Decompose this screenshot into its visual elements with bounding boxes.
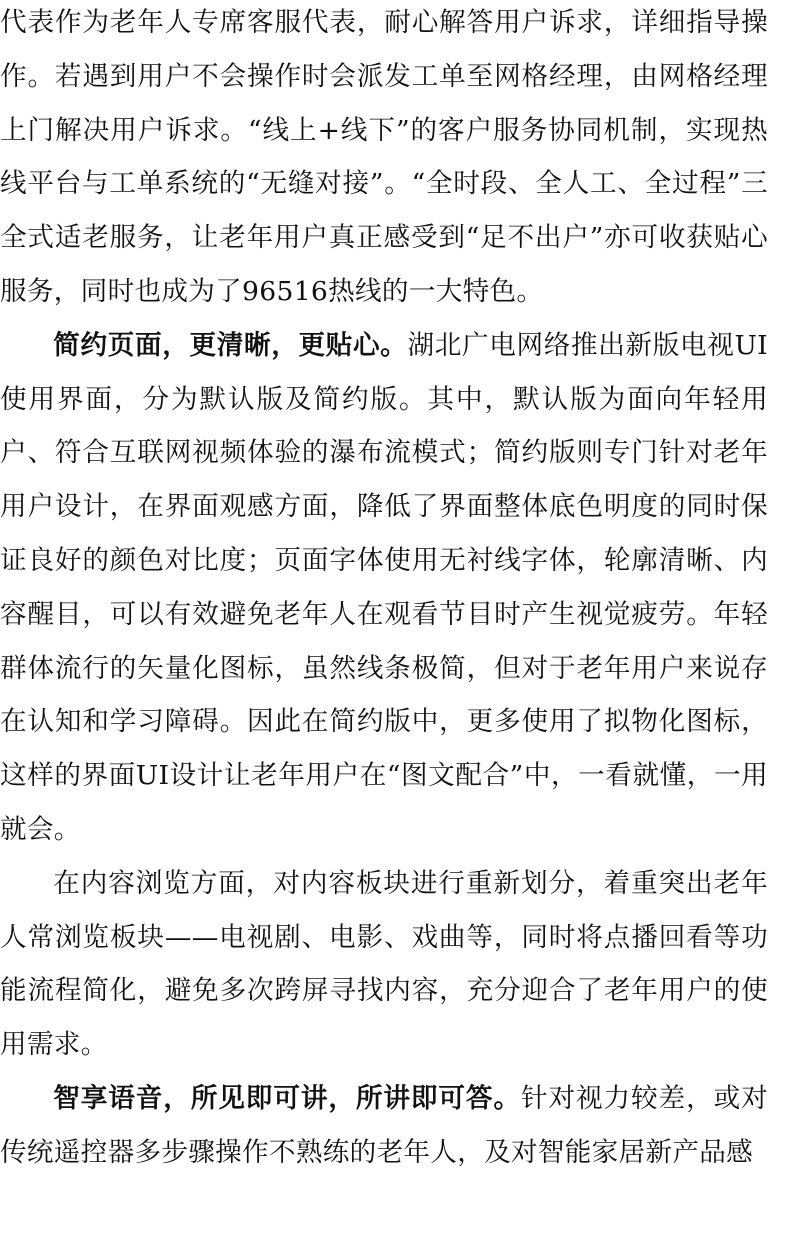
paragraph-lead-heading: 简约页面，更清晰，更贴心。 [53,329,408,361]
paragraph-service-hotline [0,0,768,319]
paragraph-lead-heading: 智享语音，所见即可讲，所讲即可答。 [53,1082,521,1114]
paragraph-text: 针对视力较差，或对传统遥控器多步骤操作不熟练的老年人，及对智能家居新产品感 [0,1082,768,1168]
paragraph-simple-interface [0,319,768,857]
paragraph-text: 在内容浏览方面，对内容板块进行重新划分，着重突出老年人常浏览板块——电视剧、电影、戏曲等，同时将点播回看等功能流程简化，避免多次跨屏寻找内容，充分迎合了老年用户的使用需求。 [0,867,768,1061]
paragraph-voice-assistant [0,1072,768,1180]
paragraph-text: 湖北广电网络推出新版电视UI使用界面，分为默认版及简约版。其中，默认版为面向年轻用户、符合互联网视频体验的瀑布流模式；简约版则专门针对老年用户设计，在界面观感方面，降低了界面整体底色明度的同时保证良好的颜色对比度；页面字体使用无衬线字体，轮廓清晰、内容醒目，可以有效避免老年人在观看节目时产生视觉疲劳。年轻群体流行的矢量化图标，虽然线条极简，但对于老年用户来说存在认知和学习障碍。因此在简约版中，更多使用了拟物化图标，这样的界面UI设计让老年用户在“图文配合”中，一看就懂，一用就会。 [0,329,768,845]
paragraph-content-browsing [0,857,768,1072]
paragraph-text: 代表作为老年人专席客服代表，耐心解答用户诉求，详细指导操作。若遇到用户不会操作时会派发工单至网格经理，由网格经理上门解决用户诉求。“线上+线下”的客户服务协同机制，实现热线平台与工单系统的“无缝对接”。“全时段、全人工、全过程”三全式适老服务，让老年用户真正感受到“足不出户”亦可收获贴心服务，同时也成为了96516热线的一大特色。 [0,7,768,307]
